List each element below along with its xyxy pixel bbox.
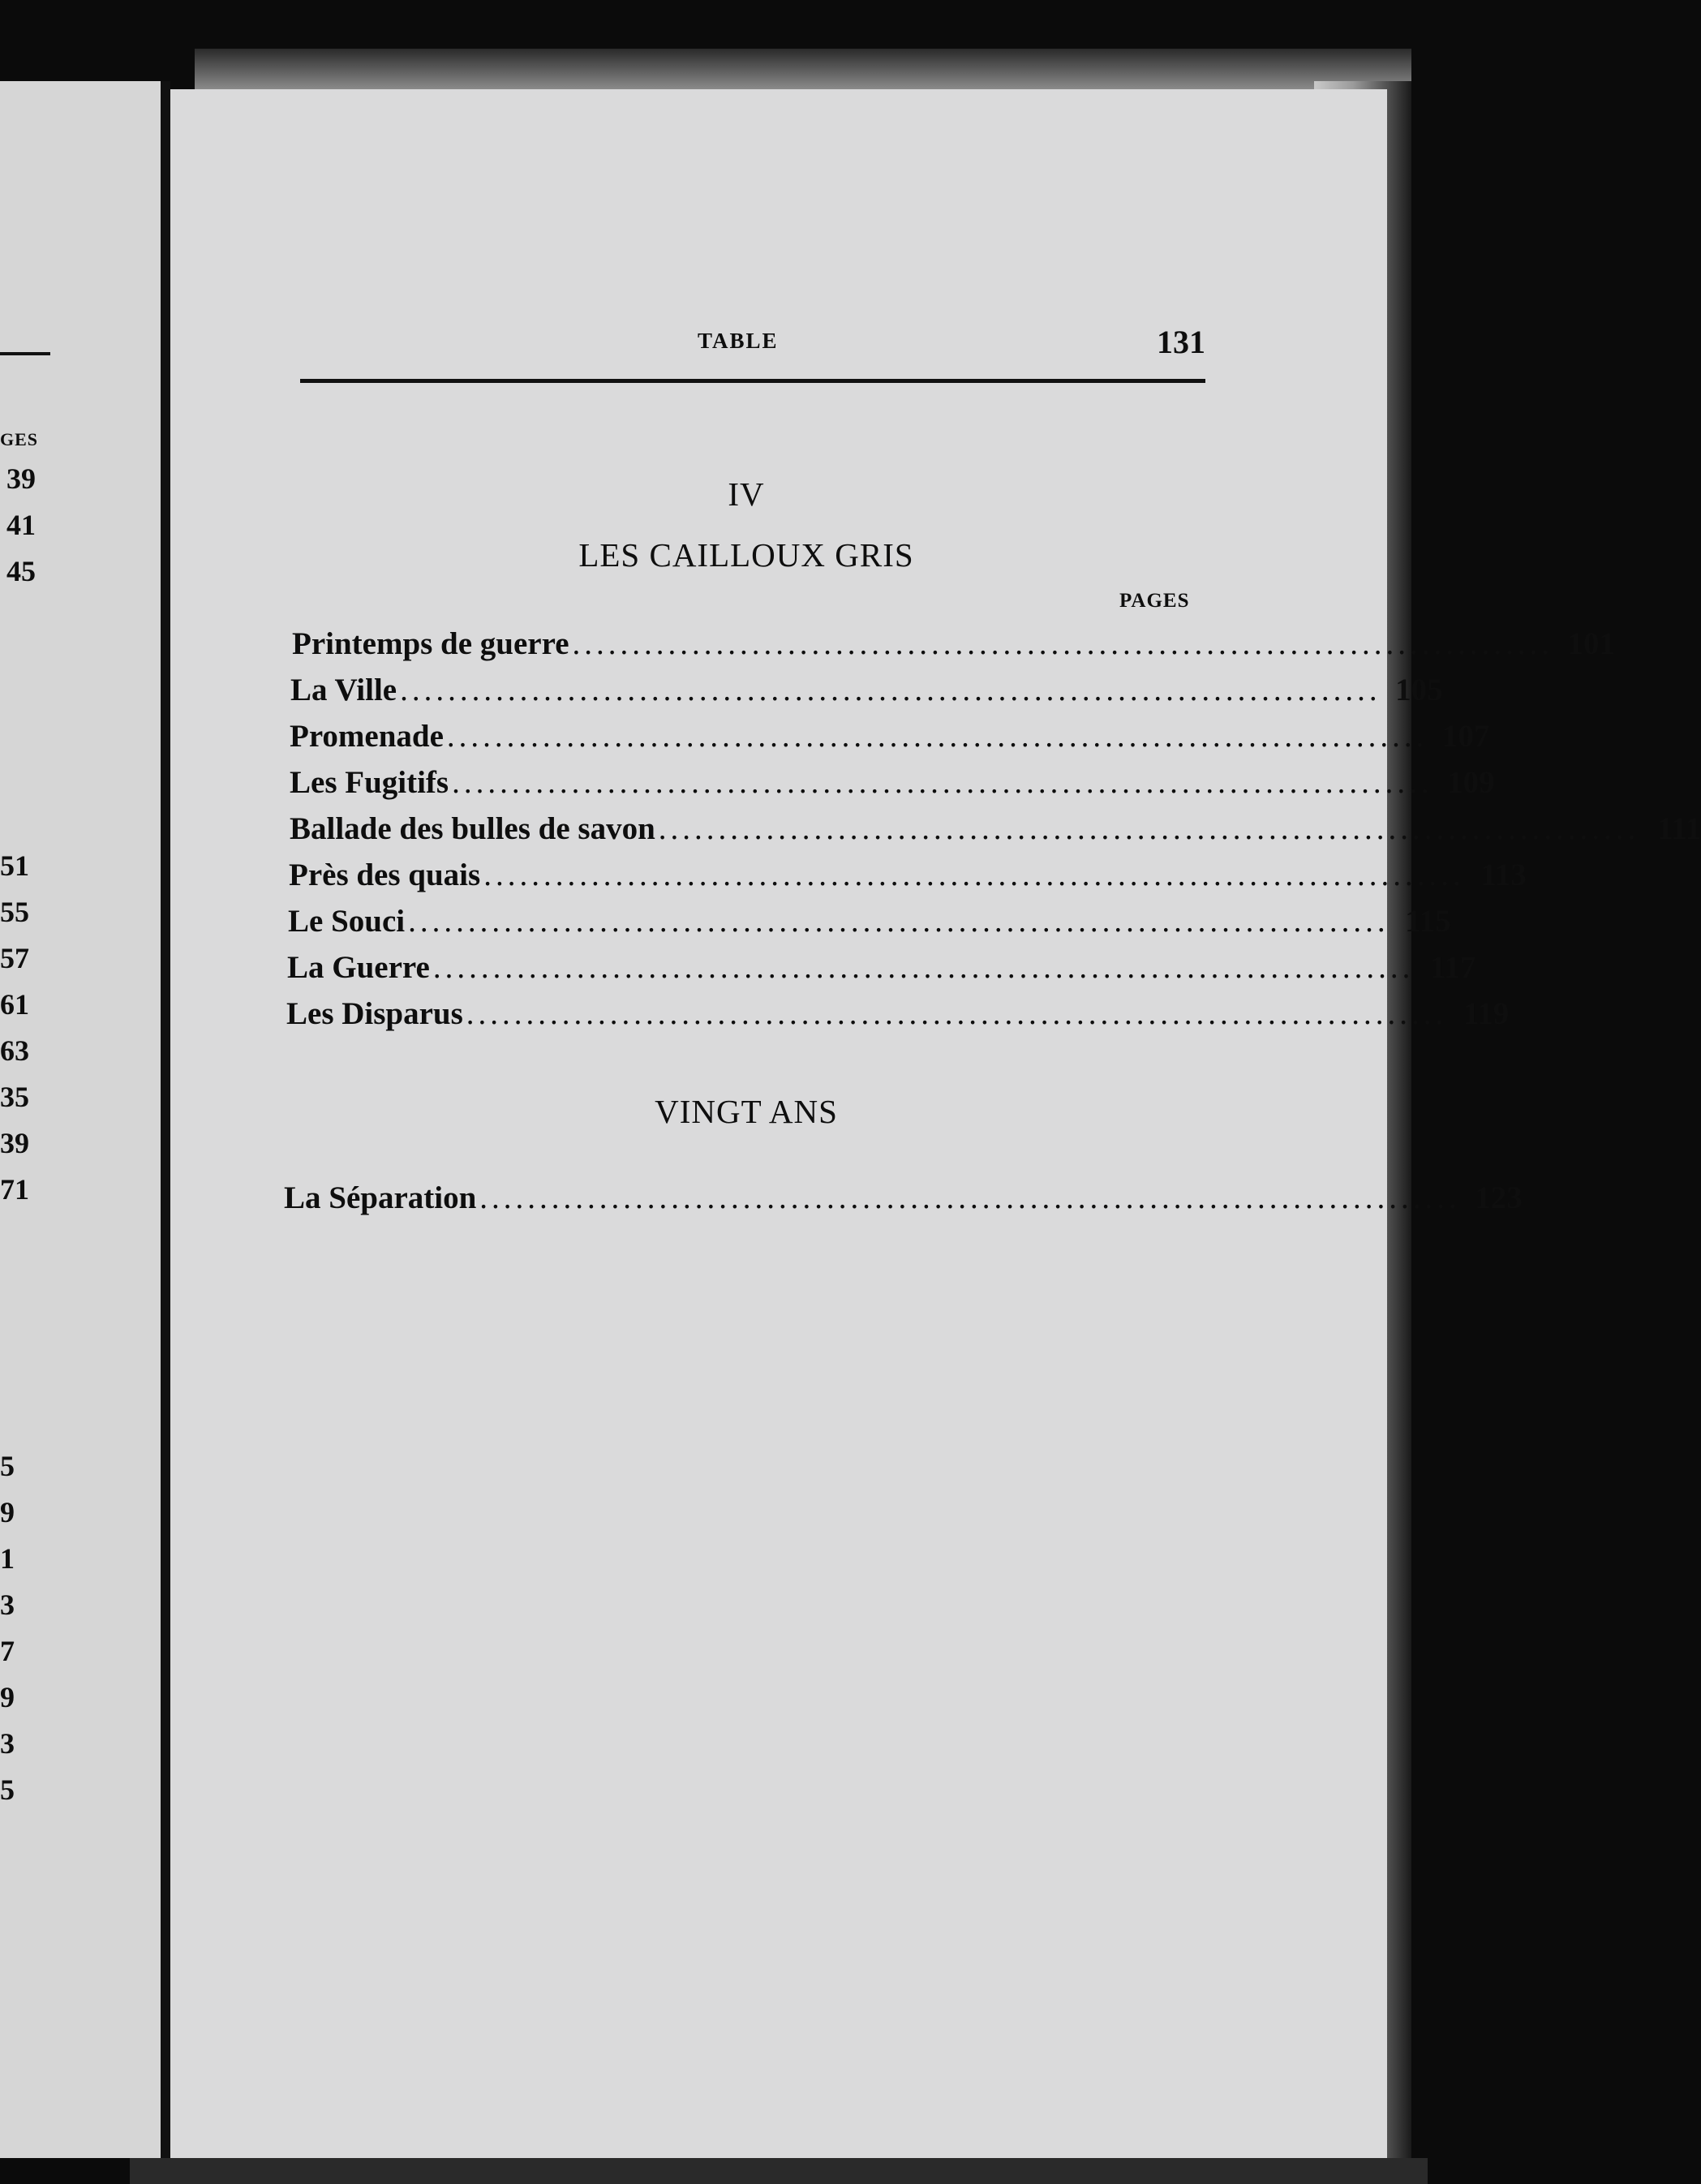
section-title: LES CAILLOUX GRIS [578,536,914,574]
toc-entry-title: Le Souci [288,904,406,939]
previous-page-number: 61 [0,988,29,1021]
pages-column-label: PAGES [1119,590,1190,612]
toc-entry [288,899,1451,944]
toc-entry-title: La Séparation [284,1180,477,1215]
scan-top-edge [195,49,1411,89]
previous-page-number: 3 [0,1727,15,1760]
toc-entry [289,853,1527,898]
toc-entry [290,714,1490,759]
toc-entry [290,668,1443,713]
previous-page-number: 35 [0,1081,29,1113]
toc-entry-title: La Guerre [287,950,430,985]
toc-entry-title: Près des quais [289,858,481,892]
section-title: VINGT ANS [655,1093,838,1130]
toc-leader-dots: .................................................................................. [466,996,1448,1031]
previous-page-rule [0,352,50,355]
toc-leader-dots: .................................................................................. [572,626,1554,661]
toc-entry-title: Ballade des bulles de savon [290,811,655,846]
previous-page-number: 1 [0,1542,15,1575]
previous-page-number: 51 [0,849,29,882]
toc-leader-dots: .................................................................................. [408,904,1390,939]
previous-page-number: 9 [0,1681,15,1713]
toc-entry-title: Printemps de guerre [292,626,569,661]
toc-entry-page: 113 [1480,858,1527,892]
previous-page-number: 7 [0,1635,15,1667]
toc-entry-page: 111 [1657,811,1701,846]
toc-entry-page: 101 [1567,626,1616,661]
previous-page-number: 39 [6,462,36,495]
toc-entry-page: 117 [1429,950,1476,985]
toc-leader-dots: .................................................................................. [446,719,1428,754]
toc-entry-title: Promenade [290,719,444,754]
toc-entry-page: 119 [1463,996,1510,1031]
previous-page-number: 5 [0,1450,15,1482]
toc-leader-dots: .................................................................................. [432,950,1415,985]
toc-entry-page: 107 [1441,719,1490,754]
previous-page-number: 55 [0,896,29,928]
toc-leader-dots: .................................................................................. [479,1180,1461,1215]
toc-entry-title: Les Fugitifs [290,765,449,800]
toc-leader-dots: .................................................................................. [658,811,1640,846]
book-gutter [161,81,170,2174]
toc-entry [290,760,1495,806]
toc-entry-title: Les Disparus [286,996,463,1031]
page-number: 131 [1157,324,1205,360]
scan-bottom-edge [130,2158,1428,2184]
section-number: IV [728,475,765,513]
toc-entry-title: La Ville [290,673,397,707]
previous-page-number: 5 [0,1773,15,1806]
toc-leader-dots: .................................................................................. [400,673,1381,707]
previous-page-number: 41 [6,509,36,541]
previous-page-number: 45 [6,555,36,587]
previous-page-number: 3 [0,1589,15,1621]
previous-page-number: 9 [0,1496,15,1528]
toc-leader-dots: .................................................................................. [452,765,1433,800]
previous-page-number: 39 [0,1127,29,1159]
running-title: TABLE [698,329,779,353]
toc-entry [284,1176,1523,1221]
previous-page-fragment [0,81,161,2158]
previous-page-number: 63 [0,1034,29,1067]
toc-entry [287,945,1476,991]
previous-page-number: 71 [0,1173,29,1206]
toc-entry-page: 105 [1395,673,1443,707]
previous-page-number: 57 [0,942,29,974]
toc-entry-page: 109 [1447,765,1495,800]
toc-entry-page: 123 [1475,1180,1523,1215]
toc-entry-page: 115 [1405,904,1451,939]
header-rule [300,379,1205,383]
toc-entry [292,621,1616,667]
toc-leader-dots: .................................................................................. [483,858,1465,892]
toc-entry [286,991,1510,1037]
previous-page-pages-label: GES [0,429,39,449]
toc-entry [290,806,1701,852]
